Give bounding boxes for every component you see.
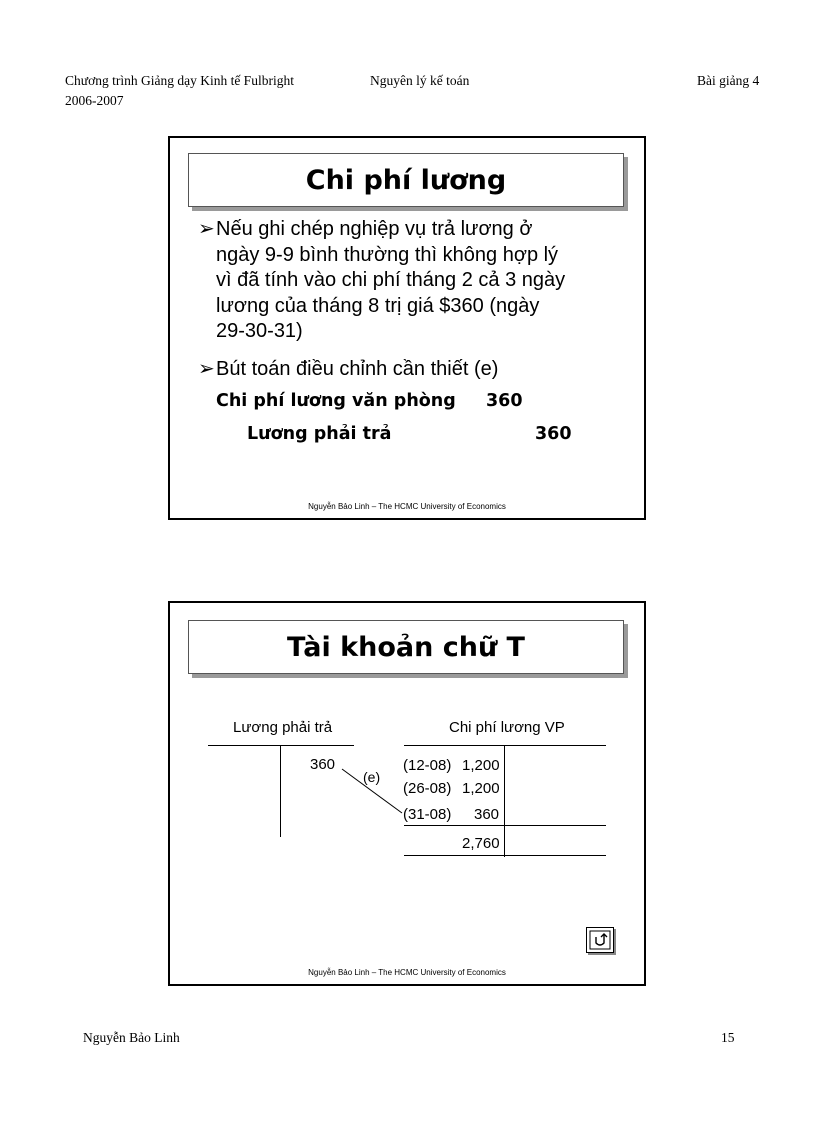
right-account-name: Chi phí lương VP: [449, 719, 565, 736]
credit-account: Lương phải trả: [247, 424, 392, 444]
header-course: Nguyên lý kế toán: [370, 73, 470, 88]
bullet-1-line-1: Nếu ghi chép nghiệp vụ trả lương ở: [216, 218, 533, 240]
bullet-arrow-icon: ➢: [198, 218, 215, 240]
slide2-title: Tài khoản chữ T: [287, 631, 525, 663]
right-t-subtotal-line: [404, 825, 606, 826]
header-years: 2006-2007: [65, 93, 124, 108]
right-t-top-line: [404, 745, 606, 746]
right-entry-2-ref: (26-08): [403, 780, 452, 797]
right-entry-3-ref: (31-08): [403, 806, 452, 823]
right-entry-1-ref: (12-08): [403, 757, 452, 774]
header-lecture: Bài giảng 4: [697, 73, 760, 88]
footer-author: Nguyễn Bảo Linh: [83, 1030, 180, 1045]
debit-account: Chi phí lương văn phòng: [216, 391, 456, 411]
link-label: (e): [363, 769, 381, 785]
bullet-1-line-2: ngày 9-9 bình thường thì không hợp lý: [216, 243, 559, 266]
header-program: Chương trình Giảng dạy Kinh tế Fulbright: [65, 73, 294, 88]
slide-t-accounts: [168, 601, 646, 986]
slide2-title-box: [188, 620, 624, 674]
credit-amount: 360: [535, 424, 572, 444]
slide-salary-expense: [168, 136, 646, 520]
page-number: 15: [721, 1030, 735, 1045]
slide2-footer: Nguyễn Bảo Linh – The HCMC University of Economics: [308, 968, 506, 977]
bullet-2: [198, 357, 638, 383]
right-entry-2-amount: 1,200: [462, 780, 500, 797]
left-account-name: Lương phải trả: [233, 719, 333, 736]
return-arrow-icon[interactable]: [586, 927, 614, 953]
slide1-title: Chi phí lương: [305, 164, 507, 196]
debit-amount: 360: [486, 391, 523, 411]
bullet-1: [198, 217, 638, 345]
left-t-top-line: [208, 745, 354, 746]
left-t-vertical-line: [280, 745, 281, 837]
bullet-arrow-icon: ➢: [198, 358, 215, 380]
right-entry-3-amount: 360: [474, 806, 500, 823]
bullet-1-line-5: 29-30-31): [216, 320, 303, 342]
right-entry-1-amount: 1,200: [462, 757, 500, 774]
left-credit-amount: 360: [310, 756, 336, 773]
slide1-title-box: [188, 153, 624, 207]
bullet-2-line-1: Bút toán điều chỉnh cần thiết (e): [216, 358, 499, 380]
bullet-1-line-3: vì đã tính vào chi phí tháng 2 cả 3 ngày: [216, 269, 566, 291]
slide1-footer: Nguyễn Bảo Linh – The HCMC University of Economics: [308, 502, 506, 511]
right-total: 2,760: [462, 835, 500, 852]
right-t-vertical-line: [504, 745, 505, 857]
bullet-1-line-4: lương của tháng 8 trị giá $360 (ngày: [216, 294, 540, 317]
right-t-total-line: [404, 855, 606, 856]
